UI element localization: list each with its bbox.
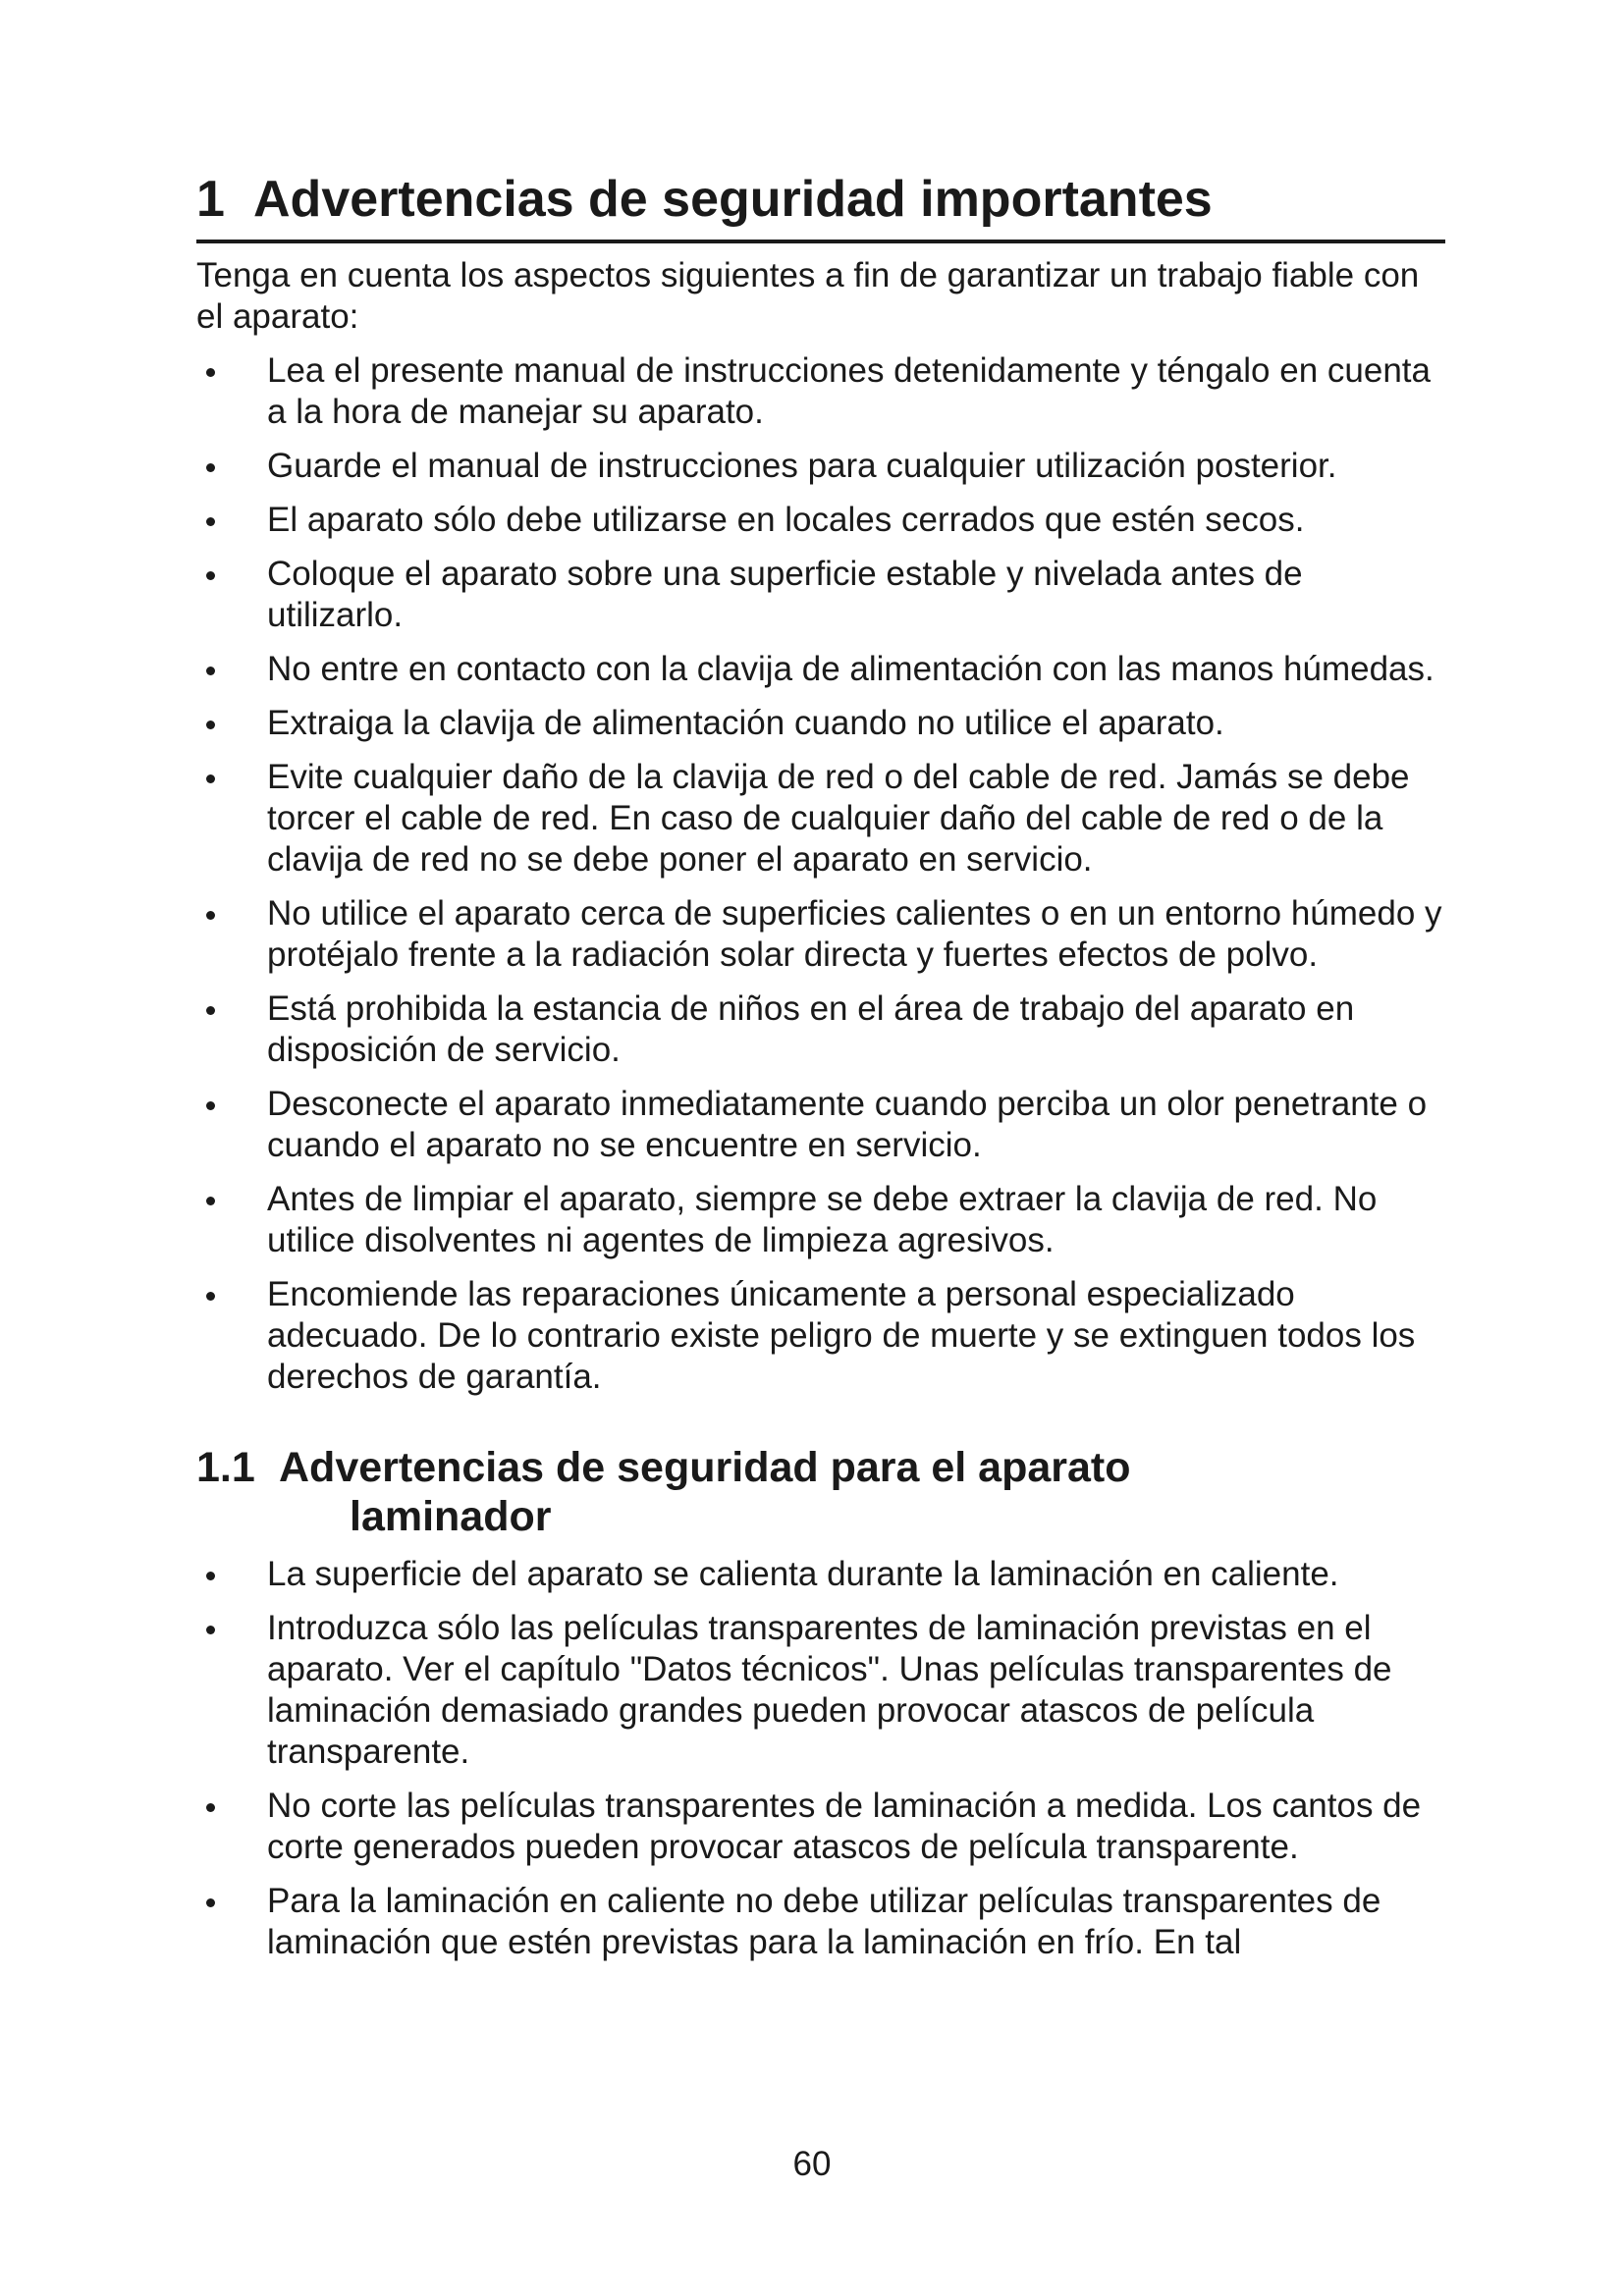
bullet-icon	[206, 1803, 215, 1812]
list-item: Introduzca sólo las películas transparentes de laminación previstas en el aparato. Ver el capítulo "Datos técnicos". Unas películas transparentes de laminación demasiado grandes pueden provocar atascos de película transparente.	[196, 1608, 1445, 1773]
bullet-icon	[206, 368, 215, 377]
page-number: 60	[792, 2145, 832, 2183]
bullet-icon	[206, 774, 215, 783]
bullet-icon	[206, 1292, 215, 1301]
section-1-number: 1	[196, 171, 225, 228]
section-1-1-list	[196, 1554, 1445, 1963]
list-item: Evite cualquier daño de la clavija de red o del cable de red. Jamás se debe torcer el cable de red. En caso de cualquier daño del cable de red o de la clavija de red no se debe poner el aparato en servicio.	[196, 757, 1445, 881]
list-item: Encomiende las reparaciones únicamente a personal especializado adecuado. De lo contrario existe peligro de muerte y se extinguen todos los derechos de garantía.	[196, 1274, 1445, 1398]
bullet-icon	[206, 1197, 215, 1205]
section-1-1-number: 1.1	[196, 1444, 255, 1491]
list-item: Para la laminación en caliente no debe utilizar películas transparentes de laminación que estén previstas para la laminación en frío. En tal	[196, 1881, 1445, 1963]
list-item: Antes de limpiar el aparato, siempre se debe extraer la clavija de red. No utilice disolventes ni agentes de limpieza agresivos.	[196, 1179, 1445, 1261]
list-item: No entre en contacto con la clavija de alimentación con las manos húmedas.	[196, 649, 1445, 690]
bullet-icon	[206, 463, 215, 472]
bullet-icon	[206, 517, 215, 526]
bullet-icon	[206, 1572, 215, 1580]
section-1-heading	[196, 169, 1445, 243]
bullet-icon	[206, 911, 215, 920]
section-1-title: Advertencias de seguridad importantes	[253, 171, 1213, 228]
list-item: Lea el presente manual de instrucciones detenidamente y téngalo en cuenta a la hora de manejar su aparato.	[196, 350, 1445, 433]
section-1-intro: Tenga en cuenta los aspectos siguientes a fin de garantizar un trabajo fiable con el aparato:	[196, 256, 1420, 336]
list-item: El aparato sólo debe utilizarse en locales cerrados que estén secos.	[196, 500, 1445, 541]
section-1-list	[196, 350, 1445, 1398]
bullet-icon	[206, 721, 215, 729]
list-item: La superficie del aparato se calienta durante la laminación en caliente.	[196, 1554, 1445, 1595]
bullet-icon	[206, 1006, 215, 1015]
list-item: Extraiga la clavija de alimentación cuando no utilice el aparato.	[196, 703, 1445, 744]
list-item: No corte las películas transparentes de laminación a medida. Los cantos de corte generados pueden provocar atascos de película transparente.	[196, 1786, 1445, 1868]
list-item: Guarde el manual de instrucciones para cualquier utilización posterior.	[196, 446, 1445, 487]
bullet-icon	[206, 571, 215, 580]
bullet-icon	[206, 1626, 215, 1634]
list-item: Está prohibida la estancia de niños en el área de trabajo del aparato en disposición de servicio.	[196, 988, 1445, 1071]
bullet-icon	[206, 1898, 215, 1907]
bullet-icon	[206, 667, 215, 675]
section-1-1-heading	[196, 1443, 1445, 1541]
list-item: Desconecte el aparato inmediatamente cuando perciba un olor penetrante o cuando el aparato no se encuentre en servicio.	[196, 1084, 1445, 1166]
section-1-1-title: Advertencias de seguridad para el aparato laminador	[279, 1444, 1131, 1540]
list-item: No utilice el aparato cerca de superficies calientes o en un entorno húmedo y protéjalo frente a la radiación solar directa y fuertes efectos de polvo.	[196, 893, 1445, 976]
page-content	[196, 169, 1445, 1963]
bullet-icon	[206, 1101, 215, 1110]
list-item: Coloque el aparato sobre una superficie estable y nivelada antes de utilizarlo.	[196, 554, 1445, 636]
